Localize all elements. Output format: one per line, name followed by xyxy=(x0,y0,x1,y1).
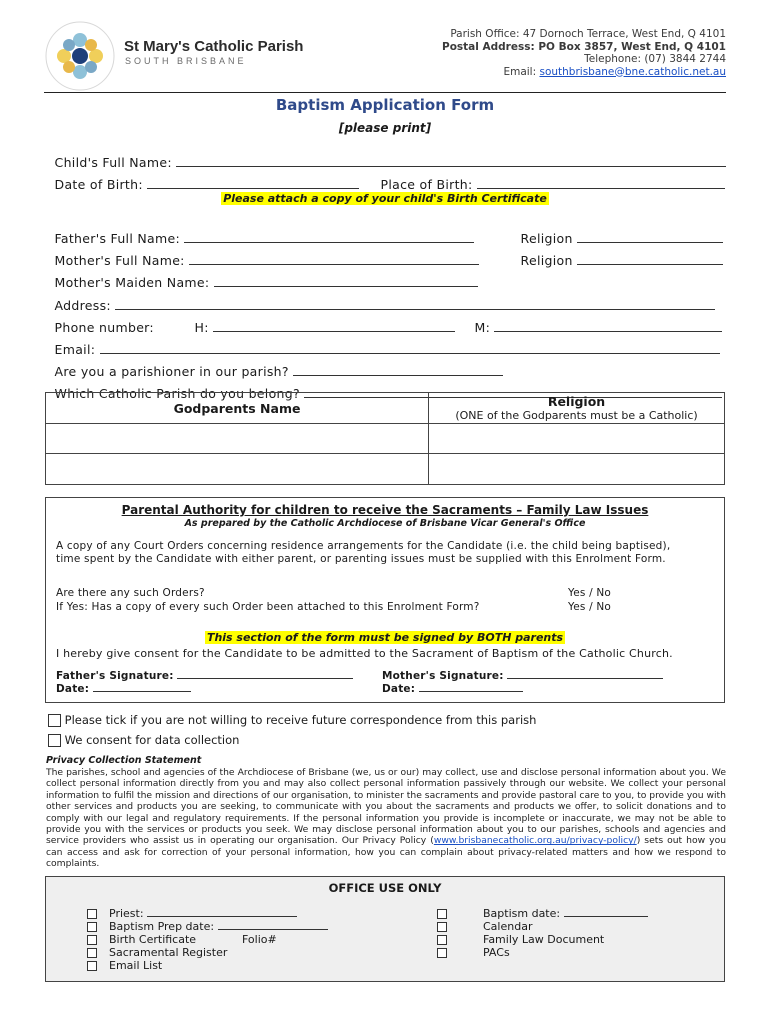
godparent-1-religion-cell[interactable] xyxy=(429,424,725,454)
office-email-list[interactable] xyxy=(80,946,162,972)
family-law-label: Family Law Document xyxy=(483,933,605,946)
email-list-checkbox[interactable] xyxy=(87,961,97,971)
priest-label: Priest: xyxy=(109,907,148,920)
religion-header-title: Religion xyxy=(547,394,606,409)
which-parish-label: Which Catholic Parish do you belong? xyxy=(54,386,305,401)
privacy-policy-link[interactable]: www.brisbanecatholic.org.au/privacy-policy/ xyxy=(433,835,637,847)
religion-header-note: (ONE of the Godparents must be a Catholic) xyxy=(455,409,698,422)
form-title: Baptism Application Form xyxy=(275,96,495,114)
godparents-header-row xyxy=(46,393,725,424)
office-use-title: OFFICE USE ONLY xyxy=(328,881,442,895)
godparent-1-name-cell[interactable] xyxy=(46,424,429,454)
parishioner-label: Are you a parishioner in our parish? xyxy=(54,364,294,379)
orders-answer[interactable]: Yes / No xyxy=(568,587,612,599)
phone-mobile-label: M: xyxy=(474,320,495,335)
sign-note-wrap xyxy=(0,626,770,645)
privacy-text: The parishes, school and agencies of the Archdiocese of Brisbane (we, us or our) may collect, use and disclose personal information about you. We collect personal information directly from you and may also collect personal information passively through our website. We collect your personal information to fulfil the mission and directions of our organisation, to minister the sacraments and provide pastoral care to you, to provide you with other services and products you are seeking, to communicate with you about the sacraments and products we offer, to solicit donations and to comply with our legal and regulatory requirements. If the personal information you provide is incomplete or inaccurate, we may not be able to provide you with the services or products you seek. We may disclose personal information about you to our parishes, schools and agencies and service providers who assist us in operating our organisation. xyxy=(46,767,726,847)
prep-date-label: Baptism Prep date: xyxy=(109,920,218,933)
folio-label: Folio# xyxy=(242,933,277,946)
email-list-label: Email List xyxy=(109,959,163,972)
court-orders-paragraph: A copy of any Court Orders concerning residence arrangements for the Candidate (i.e. the child being baptised), time spent by the Candidate with either parent, or parenting issues must be supplied with this Enrolment Form. xyxy=(56,540,671,565)
mother-religion-label: Religion xyxy=(520,253,577,268)
parish-name: St Mary's Catholic Parish xyxy=(124,38,304,55)
office-pacs[interactable] xyxy=(430,933,510,959)
no-correspondence-label: Please tick if you are not willing to receive future correspondence from this parish xyxy=(64,713,537,727)
register-label: Sacramental Register xyxy=(109,946,228,959)
office-address: Parish Office: 47 Dornoch Terrace, West End, Q 4101 xyxy=(450,28,726,40)
dob-label: Date of Birth: xyxy=(54,177,148,192)
calendar-label: Calendar xyxy=(483,920,533,933)
father-date-label: Date: xyxy=(56,683,93,695)
contact-block xyxy=(442,28,726,78)
godparents-religion-header xyxy=(429,393,725,424)
sign-note: This section of the form must be signed by BOTH parents xyxy=(206,631,564,644)
birth-cert-note: Please attach a copy of your child's Birth Certificate xyxy=(223,192,547,205)
parental-title: Parental Authority for children to receive the Sacraments – Family Law Issues xyxy=(121,503,649,517)
data-consent-option[interactable] xyxy=(48,733,239,747)
attached-question: If Yes: Has a copy of every such Order been attached to this Enrolment Form? xyxy=(56,601,480,613)
parish-logo xyxy=(44,20,116,92)
privacy-policy-suffix: ) sets out how you can access and ask for correction of your personal information, how you can complain about privacy-related matters and how we respond to complaints. xyxy=(46,835,727,870)
mother-signature-field[interactable] xyxy=(382,669,663,683)
pacs-checkbox[interactable] xyxy=(437,948,447,958)
orders-question: Are there any such Orders? xyxy=(56,587,205,599)
table-row[interactable] xyxy=(46,424,725,454)
birth-cert-note-wrap xyxy=(0,187,770,206)
pacs-label: PACs xyxy=(483,946,510,959)
email-link[interactable]: southbrisbane@bne.catholic.net.au xyxy=(539,65,726,78)
godparents-name-header: Godparents Name xyxy=(46,393,429,424)
baptism-date-line[interactable] xyxy=(564,908,648,917)
father-signature-field[interactable] xyxy=(56,669,353,683)
birth-cert-label: Birth Certificate xyxy=(109,933,197,946)
prep-date-line[interactable] xyxy=(218,921,328,930)
no-correspondence-option[interactable] xyxy=(48,713,536,727)
email-field-label: Email: xyxy=(54,342,100,357)
privacy-heading: Privacy Collection Statement xyxy=(46,755,202,766)
mother-signature-line[interactable] xyxy=(507,669,663,679)
mother-date-field[interactable] xyxy=(382,682,523,696)
attached-answer[interactable]: Yes / No xyxy=(568,601,612,613)
table-row[interactable] xyxy=(46,454,725,485)
postal-address: Postal Address: PO Box 3857, West End, Q 4101 xyxy=(442,40,726,53)
telephone: Telephone: (07) 3844 2744 xyxy=(584,53,726,65)
email-label: Email: xyxy=(503,65,540,78)
mother-religion-line[interactable] xyxy=(577,254,723,265)
data-consent-label: We consent for data collection xyxy=(64,733,240,747)
father-religion-label: Religion xyxy=(520,231,577,246)
phone-label: Phone number: xyxy=(54,320,154,335)
mother-religion-field[interactable] xyxy=(512,238,723,268)
consent-statement: I hereby give consent for the Candidate to be admitted to the Sacrament of Baptism of the Catholic Church. xyxy=(56,647,673,660)
godparent-2-religion-cell[interactable] xyxy=(429,454,725,485)
father-date-line[interactable] xyxy=(93,682,191,692)
header-divider xyxy=(44,92,726,93)
data-consent-checkbox[interactable] xyxy=(48,734,61,747)
mother-signature-label: Mother's Signature: xyxy=(382,670,508,682)
father-signature-line[interactable] xyxy=(177,669,353,679)
godparents-table xyxy=(45,392,725,485)
pob-label: Place of Birth: xyxy=(380,177,477,192)
child-name-label: Child's Full Name: xyxy=(54,155,177,170)
address-label: Address: xyxy=(54,298,116,313)
father-name-label: Father's Full Name: xyxy=(54,231,185,246)
email-line xyxy=(442,66,726,79)
privacy-policy-prefix: Our Privacy Policy ( xyxy=(341,835,434,847)
please-print: [please print] xyxy=(338,121,432,135)
baptism-date-label: Baptism date: xyxy=(483,907,564,920)
mother-name-label: Mother's Full Name: xyxy=(54,253,189,268)
father-signature-label: Father's Signature: xyxy=(56,670,178,682)
godparent-2-name-cell[interactable] xyxy=(46,454,429,485)
father-date-field[interactable] xyxy=(56,682,191,696)
mother-date-line[interactable] xyxy=(419,682,523,692)
privacy-body xyxy=(46,767,726,870)
parental-subtitle: As prepared by the Catholic Archdiocese of Brisbane Vicar General's Office xyxy=(184,518,586,529)
phone-home-label: H: xyxy=(194,320,214,335)
no-correspondence-checkbox[interactable] xyxy=(48,714,61,727)
mother-date-label: Date: xyxy=(382,683,419,695)
maiden-name-label: Mother's Maiden Name: xyxy=(54,275,214,290)
parish-subtitle: SOUTH BRISBANE xyxy=(125,56,247,66)
